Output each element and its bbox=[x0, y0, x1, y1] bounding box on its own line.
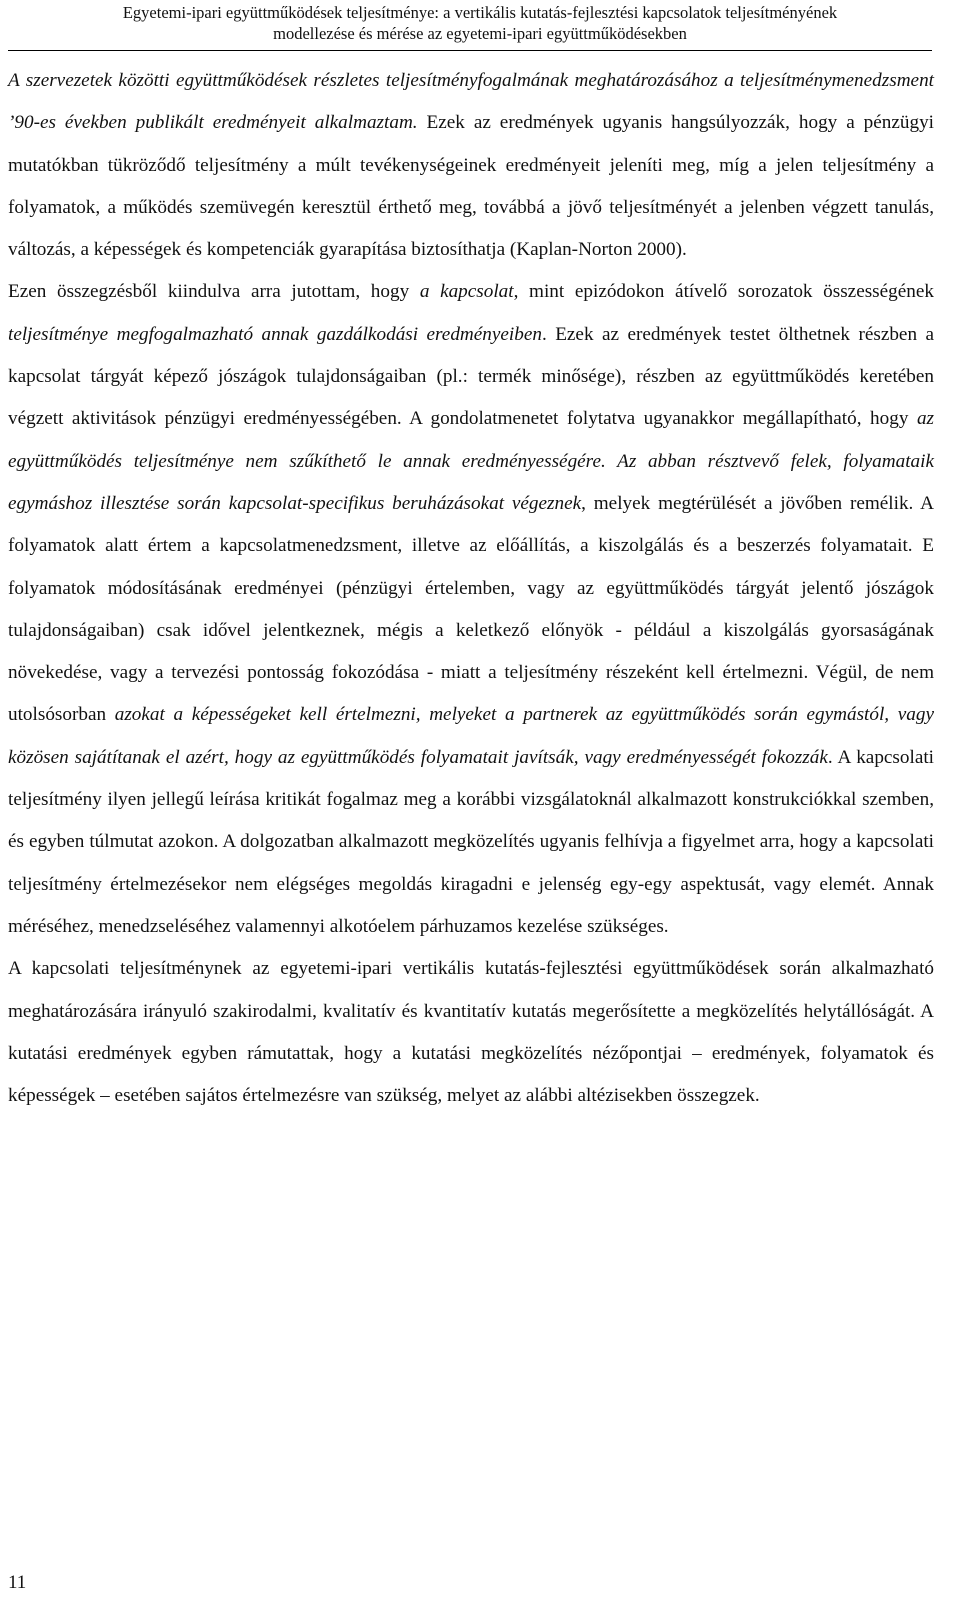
text-span: A kapcsolati teljesítménynek az egyetemi-ipari vertikális kutatás-fejlesztési együttműködések során alkalmazható meghatározására irányuló szakirodalmi, kvalitatív és kvantitatív kutatás megerősítette a megközelítés helytállóságát. A kutatási eredmények egyben rámutattak, hogy a kutatási megközelítés nézőpontjai – eredmények, folyamatok és képességek – esetében sajátos értelmezésre van szükség, melyet az alábbi altézisekben összegzek. bbox=[8, 958, 934, 1107]
paragraph-2 bbox=[8, 271, 934, 948]
italic-span: a kapcsolat bbox=[419, 281, 514, 303]
text-span: . A kapcsolati teljesítmény ilyen jellegű leírása kritikát fogalmaz meg a korábbi vizsgálatoknál alkalmazott konstrukciókkal szemben, és egyben túlmutat azokon. A dolgozatban alkalmazott megközelítés ugyanis felhívja a figyelmet arra, hogy a kapcsolati teljesítmény értelmezésekor nem elégséges megoldás kiragadni e jelenség egy-egy aspektusát, vagy elemét. Annak méréséhez, menedzseléséhez valamennyi alkotóelem párhuzamos kezelése szükséges. bbox=[8, 746, 934, 937]
text-span: Ezen összegzésből kiindulva arra jutottam, hogy bbox=[8, 281, 420, 303]
text-span: , mint epizódokon átívelő sorozatok összességének bbox=[513, 281, 934, 303]
header-line-1: Egyetemi-ipari együttműködések teljesítménye: a vertikális kutatás-fejlesztési kapcsolatok teljesítményének bbox=[122, 3, 838, 22]
text-span: , melyek megtérülését a jövőben remélik. A folyamatok alatt értem a kapcsolatmenedzsment, illetve az előállítás, a kiszolgálás és a beszerzés folyamatait. E folyamatok módosításának eredményei (pénzügyi értelemben, vagy az együttműködés tárgyát jelentő jószágok tulajdonságaiban) csak idővel jelentkeznek, mégis a keletkező előnyök - például a kiszolgálás gyorsaságának növekedése, vagy a tervezési pontosság fokozódása - miatt a teljesítmény részeként kell értelmezni. Végül, de nem utolsósorban bbox=[8, 492, 934, 726]
text-span: . Ezek az eredmények testet ölthetnek részben a kapcsolat tárgyát képező jószágok tulajdonságaiban (pl.: termék minősége), részben az együttműködés keretében végzett aktivitások pénzügyi eredményességében. A gondolatmenetet folytatva ugyanakkor megállapítható, hogy bbox=[8, 323, 934, 430]
text-span: Ezek az eredmények ugyanis hangsúlyozzák, hogy a pénzügyi mutatókban tükröződő teljesítmény a múlt tevékenységeinek eredményeit jeleníti meg, míg a jelen teljesítmény a folyamatok, a működés szemüvegén keresztül érthető meg, továbbá a jövő teljesítményét a jelenben végzett tanulás, változás, a képességek és kompetenciák gyarapítása biztosíthatja (Kaplan-Norton 2000). bbox=[8, 112, 934, 261]
running-header bbox=[0, 2, 960, 44]
page-number: 11 bbox=[8, 1572, 27, 1593]
italic-span: A szervezetek közötti együttműködések részletes teljesítményfogalmának meghatározásához a teljesítménymenedzsment ’90-es években publikált eredményeit alkalmaztam. bbox=[8, 70, 934, 134]
italic-span: teljesítménye megfogalmazható annak gazdálkodási eredményeiben bbox=[8, 323, 542, 345]
paragraph-1 bbox=[8, 60, 934, 271]
header-line-2: modellezése és mérése az egyetemi-ipari együttműködésekben bbox=[273, 24, 687, 43]
italic-span: azokat a képességeket kell értelmezni, melyeket a partnerek az együttműködés során egymástól, vagy közösen sajátítanak el azért, hogy az együttműködés folyamatait javítsák, vagy eredményességét fokozzák bbox=[8, 704, 934, 768]
header-divider bbox=[8, 50, 932, 51]
italic-span: az együttműködés teljesítménye nem szűkíthető le annak eredményességére. Az abban résztvevő felek, folyamataik egymáshoz illesztése során kapcsolat-specifikus beruházásokat végeznek bbox=[8, 408, 934, 514]
body-text bbox=[8, 60, 934, 1117]
paragraph-3 bbox=[8, 948, 934, 1117]
